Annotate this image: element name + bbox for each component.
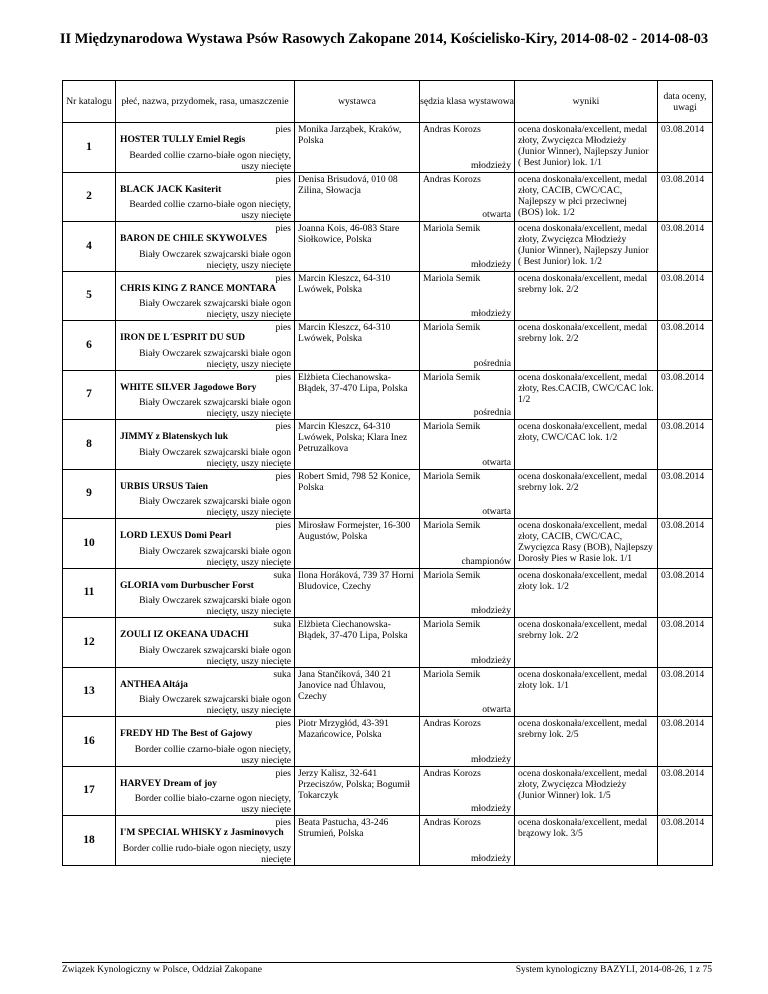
rating-date: 03.08.2014	[658, 123, 713, 173]
dog-cell	[116, 667, 295, 717]
exhibitor: Elżbieta Ciechanowska-Błądek, 37-470 Lipa, Polska	[295, 618, 420, 668]
dog-cell	[116, 172, 295, 222]
dog-cell	[116, 519, 295, 569]
show-class: pośrednia	[473, 357, 511, 369]
rating-date: 03.08.2014	[658, 766, 713, 816]
catalog-number: 6	[63, 321, 116, 371]
rating-date: 03.08.2014	[658, 469, 713, 519]
table-row	[63, 271, 713, 321]
dog-sex: pies	[275, 718, 291, 729]
judge-name: Mariola Semik	[423, 421, 481, 432]
rating-date: 03.08.2014	[658, 172, 713, 222]
judge-name: Mariola Semik	[423, 569, 481, 581]
dog-name: I'M SPECIAL WHISKY z Jasminovych	[120, 827, 284, 838]
judge-name: Andras Korozs	[423, 817, 481, 828]
catalog-number: 18	[63, 816, 116, 866]
result: ocena doskonała/excellent, medal złoty, CACIB, CWC/CAC, Zwycięzca Rasy (BOB), Najlepszy Dorosły Pies w Rasie lok. 1/1	[515, 519, 658, 569]
judge-name: Mariola Semik	[423, 223, 481, 234]
judge-name: Andras Korozs	[423, 767, 481, 779]
dog-name: ZOULI IZ OKEANA UDACHI	[120, 629, 249, 640]
result: ocena doskonała/excellent, medal złoty lok. 1/2	[515, 568, 658, 618]
dog-sex: pies	[275, 223, 291, 234]
rating-date: 03.08.2014	[658, 568, 713, 618]
dog-name: FREDY HD The Best of Gajowy	[120, 728, 253, 739]
catalog-number: 11	[63, 568, 116, 618]
table-row	[63, 469, 713, 519]
table-row	[63, 222, 713, 272]
header-date: data oceny, uwagi	[658, 81, 713, 123]
dog-sex: pies	[275, 124, 291, 135]
judge-cell	[420, 123, 515, 173]
dog-cell	[116, 123, 295, 173]
result: ocena doskonała/excellent, medal złoty, CACIB, CWC/CAC, Najlepszy w płci przeciwnej (BOS) lok. 1/2	[515, 172, 658, 222]
show-class: młodzieży	[471, 803, 511, 814]
dog-breed: Biały Owczarek szwajcarski białe ogon niecięty, uszy niecięte	[139, 545, 291, 568]
judge-cell	[420, 321, 515, 371]
judge-cell	[420, 816, 515, 866]
dog-name: IRON DE L´ESPRIT DU SUD	[120, 332, 246, 343]
dog-breed: Biały Owczarek szwajcarski białe ogon niecięty, uszy niecięte	[139, 298, 291, 320]
exhibitor: Denisa Brisudová, 010 08 Zilina, Słowacja	[295, 172, 420, 222]
exhibitor: Jana Stančíková, 340 21 Janovice nad Úhlavou, Czechy	[295, 667, 420, 717]
exhibitor: Beata Pastucha, 43-246 Strumień, Polska	[295, 816, 420, 866]
dog-sex: pies	[275, 767, 291, 779]
judge-name: Mariola Semik	[423, 619, 481, 630]
judge-cell	[420, 370, 515, 420]
dog-name: HOSTER TULLY Emiel Regis	[120, 134, 246, 145]
dog-cell	[116, 271, 295, 321]
table-row	[63, 667, 713, 717]
judge-cell	[420, 420, 515, 470]
dog-breed: Biały Owczarek szwajcarski białe ogon niecięty, uszy niecięte	[139, 446, 291, 469]
result: ocena doskonała/excellent, medal srebrny lok. 2/2	[515, 271, 658, 321]
dog-sex: suka	[273, 619, 291, 630]
judge-cell	[420, 766, 515, 816]
rating-date: 03.08.2014	[658, 667, 713, 717]
result: ocena doskonała/excellent, medal brązowy lok. 3/5	[515, 816, 658, 866]
dog-cell	[116, 469, 295, 519]
judge-name: Mariola Semik	[423, 371, 481, 383]
catalog-number: 16	[63, 717, 116, 767]
table-row	[63, 618, 713, 668]
exhibitor: Piotr Mrzygłód, 43-391 Mazańcowice, Polska	[295, 717, 420, 767]
dog-name: CHRIS KING Z RANCE MONTARA	[120, 282, 276, 294]
rating-date: 03.08.2014	[658, 321, 713, 371]
catalog-number: 17	[63, 766, 116, 816]
header-dog: płeć, nazwa, przydomek, rasa, umaszczenie	[116, 81, 295, 123]
show-class: otwarta	[482, 456, 511, 468]
dog-breed: Border collie czarno-białe ogon niecięty, uszy niecięte	[134, 743, 291, 766]
dog-name: WHITE SILVER Jagodowe Bory	[120, 381, 257, 393]
dog-name: BLACK JACK Kasiterit	[120, 183, 222, 195]
header-nr: Nr katalogu	[63, 81, 116, 123]
rating-date: 03.08.2014	[658, 519, 713, 569]
show-class: otwarta	[482, 506, 511, 517]
result: ocena doskonała/excellent, medal złoty, Zwycięzca Młodzieży (Junior Winner), Najlepszy Junior ( Best Junior) lok. 1/2	[515, 222, 658, 272]
result: ocena doskonała/excellent, medal złoty, CWC/CAC lok. 1/2	[515, 420, 658, 470]
show-class: młodzieży	[471, 753, 511, 765]
judge-cell	[420, 519, 515, 569]
dog-breed: Biały Owczarek szwajcarski białe ogon niecięty, uszy niecięte	[139, 644, 291, 667]
show-class: młodzieży	[471, 159, 511, 171]
judge-cell	[420, 172, 515, 222]
dog-sex: pies	[275, 371, 291, 383]
catalog-number: 13	[63, 667, 116, 717]
catalog-number: 7	[63, 370, 116, 420]
dog-breed: Biały Owczarek szwajcarski białe ogon niecięty, uszy niecięte	[139, 397, 291, 419]
judge-cell	[420, 469, 515, 519]
show-class: championów	[461, 555, 511, 567]
show-class: młodzieży	[471, 308, 511, 319]
dog-sex: pies	[275, 520, 291, 531]
dog-breed: Bearded collie czarno-białe ogon niecięty, uszy niecięte	[129, 199, 291, 221]
catalog-number: 8	[63, 420, 116, 470]
page-title: II Międzynarodowa Wystawa Psów Rasowych Zakopane 2014, Kościelisko-Kiry, 2014-08-02 - 2014-08-03	[59, 31, 709, 47]
result: ocena doskonała/excellent, medal złoty, Res.CACIB, CWC/CAC lok. 1/2	[515, 370, 658, 420]
table-row	[63, 321, 713, 371]
show-class: młodzieży	[471, 852, 511, 864]
result: ocena doskonała/excellent, medal srebrny lok. 2/2	[515, 618, 658, 668]
judge-cell	[420, 271, 515, 321]
table-row	[63, 370, 713, 420]
dog-cell	[116, 568, 295, 618]
result: ocena doskonała/excellent, medal złoty, Zwycięzca Młodzieży (Junior Winner), Najlepszy Junior ( Best Junior) lok. 1/1	[515, 123, 658, 173]
judge-cell	[420, 222, 515, 272]
dog-sex: pies	[275, 322, 291, 333]
judge-cell	[420, 618, 515, 668]
rating-date: 03.08.2014	[658, 816, 713, 866]
judge-name: Mariola Semik	[423, 272, 481, 284]
catalog-number: 2	[63, 172, 116, 222]
judge-name: Mariola Semik	[423, 668, 481, 680]
show-class: młodzieży	[471, 258, 511, 270]
table-row	[63, 766, 713, 816]
dog-sex: pies	[275, 470, 291, 482]
dog-name: ANTHEA Altája	[120, 678, 188, 690]
exhibitor: Joanna Kois, 46-083 Stare Siołkowice, Polska	[295, 222, 420, 272]
dog-cell	[116, 321, 295, 371]
dog-cell	[116, 816, 295, 866]
judge-name: Andras Korozs	[423, 124, 481, 135]
dog-name: JIMMY z Blatenskych luk	[120, 431, 229, 442]
exhibitor: Mirosław Formejster, 16-300 Augustów, Polska	[295, 519, 420, 569]
dog-name: LORD LEXUS Domi Pearl	[120, 530, 232, 541]
exhibitor: Jerzy Kalisz, 32-641 Przeciszów, Polska; Bogumił Tokarczyk	[295, 766, 420, 816]
exhibitor: Elżbieta Ciechanowska-Błądek, 37-470 Lipa, Polska	[295, 370, 420, 420]
rating-date: 03.08.2014	[658, 420, 713, 470]
footer-organization: Związek Kynologiczny w Polsce, Oddział Zakopane	[62, 965, 262, 975]
table-row	[63, 816, 713, 866]
dog-cell	[116, 766, 295, 816]
dog-breed: Border collie biało-czarne ogon niecięty, uszy niecięte	[134, 793, 291, 815]
rating-date: 03.08.2014	[658, 370, 713, 420]
header-results: wyniki	[515, 81, 658, 123]
dog-breed: Bearded collie czarno-białe ogon niecięty, uszy niecięte	[129, 149, 291, 172]
footer-system-info: System kynologiczny BAZYLI, 2014-08-26, 1 z 75	[515, 965, 712, 975]
dog-name: URBIS URSUS Taien	[120, 480, 208, 492]
show-class: młodzieży	[471, 605, 511, 616]
show-class: otwarta	[482, 209, 511, 220]
dog-cell	[116, 222, 295, 272]
dog-cell	[116, 370, 295, 420]
dog-name: GLORIA vom Durbuscher Forst	[120, 579, 254, 591]
dog-sex: pies	[275, 272, 291, 284]
dog-breed: Biały Owczarek szwajcarski białe ogon niecięty, uszy niecięte	[139, 248, 291, 271]
table-row	[63, 172, 713, 222]
result: ocena doskonała/excellent, medal złoty, Zwycięzca Młodzieży (Junior Winner) lok. 1/5	[515, 766, 658, 816]
result: ocena doskonała/excellent, medal złoty lok. 1/1	[515, 667, 658, 717]
header-exhibitor: wystawca	[295, 81, 420, 123]
rating-date: 03.08.2014	[658, 222, 713, 272]
catalog-number: 5	[63, 271, 116, 321]
result: ocena doskonała/excellent, medal srebrny lok. 2/2	[515, 469, 658, 519]
dog-cell	[116, 618, 295, 668]
catalog-number: 4	[63, 222, 116, 272]
table-row	[63, 717, 713, 767]
dog-cell	[116, 717, 295, 767]
judge-cell	[420, 568, 515, 618]
table-row	[63, 420, 713, 470]
table-row	[63, 519, 713, 569]
dog-breed: Biały Owczarek szwajcarski białe ogon niecięty, uszy niecięte	[139, 694, 291, 716]
table-row	[63, 568, 713, 618]
judge-name: Mariola Semik	[423, 520, 481, 531]
result: ocena doskonała/excellent, medal srebrny lok. 2/5	[515, 717, 658, 767]
dog-breed: Biały Owczarek szwajcarski białe ogon niecięty, uszy niecięte	[139, 496, 291, 518]
dog-cell	[116, 420, 295, 470]
catalog-number: 1	[63, 123, 116, 173]
judge-name: Andras Korozs	[423, 718, 481, 729]
catalog-number: 9	[63, 469, 116, 519]
results-table	[62, 80, 713, 866]
rating-date: 03.08.2014	[658, 717, 713, 767]
exhibitor: Marcin Kleszcz, 64-310 Lwówek, Polska; Klara Inez Petruzalkova	[295, 420, 420, 470]
show-class: młodzieży	[471, 654, 511, 666]
dog-breed: Border collie rudo-białe ogon niecięty, uszy niecięte	[122, 842, 291, 865]
dog-sex: suka	[273, 569, 291, 581]
judge-name: Andras Korozs	[423, 173, 481, 185]
judge-name: Mariola Semik	[423, 470, 481, 482]
catalog-number: 12	[63, 618, 116, 668]
dog-sex: pies	[275, 173, 291, 185]
dog-name: HARVEY Dream of joy	[120, 777, 217, 789]
exhibitor: Ilona Horáková, 739 37 Horni Bludovice, Czechy	[295, 568, 420, 618]
dog-breed: Biały Owczarek szwajcarski białe ogon niecięty, uszy niecięte	[139, 595, 291, 617]
judge-name: Mariola Semik	[423, 322, 481, 333]
table-header-row	[63, 81, 713, 123]
exhibitor: Marcin Kleszcz, 64-310 Lwówek, Polska	[295, 271, 420, 321]
dog-name: BARON DE CHILE SKYWOLVES	[120, 233, 268, 244]
show-class: otwarta	[482, 704, 511, 715]
exhibitor: Marcin Kleszcz, 64-310 Lwówek, Polska	[295, 321, 420, 371]
show-class: pośrednia	[473, 407, 511, 418]
exhibitor: Monika Jarząbek, Kraków, Polska	[295, 123, 420, 173]
rating-date: 03.08.2014	[658, 271, 713, 321]
dog-sex: pies	[275, 817, 291, 828]
result: ocena doskonała/excellent, medal srebrny lok. 2/2	[515, 321, 658, 371]
judge-cell	[420, 667, 515, 717]
catalog-number: 10	[63, 519, 116, 569]
exhibitor: Robert Smid, 798 52 Konice, Polska	[295, 469, 420, 519]
judge-cell	[420, 717, 515, 767]
rating-date: 03.08.2014	[658, 618, 713, 668]
footer-divider	[62, 962, 712, 963]
header-judge: sędzia klasa wystawowa	[420, 81, 515, 123]
dog-sex: pies	[275, 421, 291, 432]
dog-sex: suka	[273, 668, 291, 680]
table-row	[63, 123, 713, 173]
dog-breed: Biały Owczarek szwajcarski białe ogon niecięty, uszy niecięte	[139, 347, 291, 370]
